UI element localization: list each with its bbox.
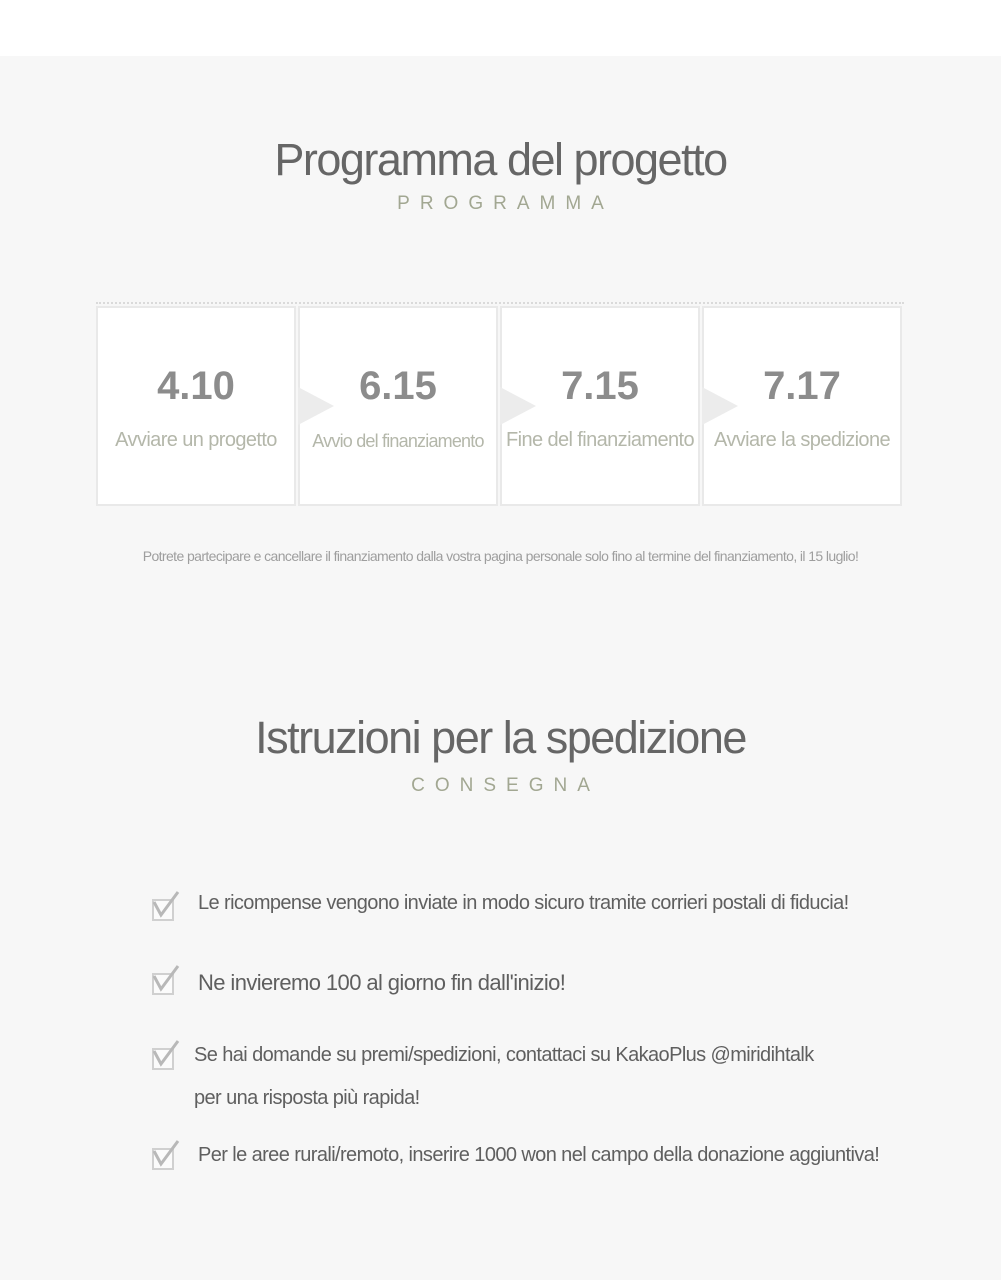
- shipping-item: [150, 961, 910, 1011]
- shipping-subtitle: CONSEGNA: [411, 775, 600, 796]
- arrow-right-icon: [500, 387, 536, 425]
- check-icon: [150, 1037, 180, 1067]
- check-icon: [150, 888, 180, 918]
- step-date: 7.17: [763, 364, 841, 408]
- shipping-item-text: Per le aree rurali/remoto, inserire 1000 won nel campo della donazione aggiuntiva!: [198, 1144, 880, 1166]
- step-date: 6.15: [359, 364, 437, 408]
- step-date: 4.10: [157, 364, 235, 408]
- shipping-item-text: Se hai domande su premi/spedizioni, contattaci su KakaoPlus @miridihtalk: [194, 1044, 814, 1066]
- shipping-title: Istruzioni per la spedizione: [255, 712, 746, 763]
- step-label: Avviare la spedizione: [713, 429, 891, 451]
- arrow-right-icon: [702, 387, 738, 425]
- shipping-item: [150, 1134, 910, 1184]
- schedule-timeline: [96, 302, 904, 508]
- step-label: Fine del finanziamento: [505, 429, 695, 451]
- shipping-item: [150, 882, 910, 932]
- schedule-title: Programma del progetto: [274, 134, 727, 185]
- shipping-item-text: Le ricompense vengono inviate in modo sicuro tramite corrieri postali di fiducia!: [198, 892, 849, 914]
- check-icon: [150, 962, 180, 992]
- top-band: [0, 0, 1001, 56]
- timeline-step: [96, 306, 296, 506]
- step-label: Avvio del finanziamento: [312, 431, 484, 451]
- shipping-item-text: Ne invieremo 100 al giorno fin dall'inizio!: [198, 970, 566, 995]
- schedule-note: Potrete partecipare e cancellare il finanziamento dalla vostra pagina personale solo fino al termine del finanziamento, il 15 luglio!: [142, 548, 859, 564]
- step-date: 7.15: [561, 364, 639, 408]
- step-label: Avviare un progetto: [115, 429, 277, 451]
- shipping-item: [150, 1034, 910, 1124]
- arrow-right-icon: [298, 387, 334, 425]
- schedule-subtitle: PROGRAMMA: [397, 193, 614, 214]
- check-icon: [150, 1137, 180, 1167]
- shipping-item-text-continued: per una risposta più rapida!: [194, 1087, 420, 1109]
